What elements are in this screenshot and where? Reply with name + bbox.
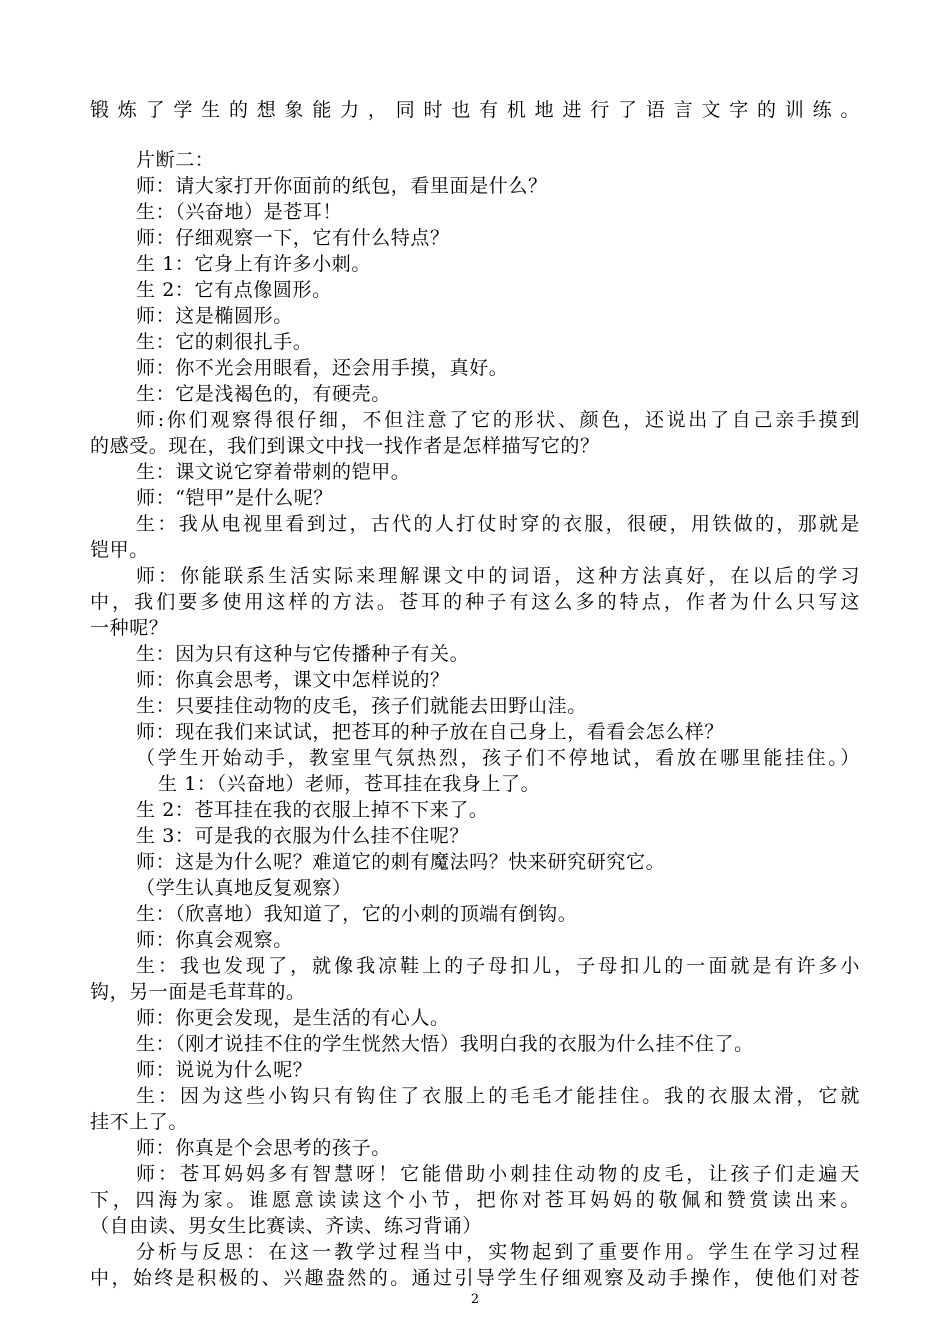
dialogue-line-continued: 挂不上了。 — [90, 1111, 189, 1133]
dialogue-line: 师：你更会发现，是生活的有心人。 — [136, 1007, 450, 1029]
analysis-line: 分析与反思：在这一教学过程当中，实物起到了重要作用。学生在学习过程 — [136, 1241, 860, 1263]
dialogue-line: 生：它的刺很扎手。 — [136, 331, 313, 353]
dialogue-line: 生 2：它有点像圆形。 — [136, 279, 332, 301]
dialogue-line-continued: 铠甲。 — [90, 539, 149, 561]
dialogue-line: 师：请大家打开你面前的纸包，看里面是什么？ — [136, 175, 548, 197]
dialogue-line-continued: 中，我们要多使用这样的方法。苍耳的种子有这么多的特点，作者为什么只写这 — [90, 591, 860, 613]
dialogue-line: 生 1：（兴奋地）老师，苍耳挂在我身上了。 — [158, 773, 541, 795]
dialogue-line: 师：你不光会用眼看，还会用手摸，真好。 — [136, 357, 509, 379]
dialogue-line: 生：我也发现了，就像我凉鞋上的子母扣儿，子母扣儿的一面就是有许多小 — [136, 955, 860, 977]
dialogue-line: 生 3：可是我的衣服为什么挂不住呢？ — [136, 825, 469, 847]
page-number: 2 — [470, 1292, 480, 1307]
dialogue-line: 师：你真会思考，课文中怎样说的？ — [136, 669, 450, 691]
dialogue-line: 师：你真会观察。 — [136, 929, 293, 951]
dialogue-line: 师：这是为什么呢？难道它的刺有魔法吗？快来研究研究它。 — [136, 851, 666, 873]
dialogue-line: 生 1：它身上有许多小刺。 — [136, 253, 371, 275]
dialogue-line: 师：你真是个会思考的孩子。 — [136, 1137, 391, 1159]
stage-direction: （学生认真地反复观察） — [136, 877, 352, 899]
dialogue-line: 生：（欣喜地）我知道了，它的小刺的顶端有倒钩。 — [136, 903, 578, 925]
dialogue-line: 师：“铠甲”是什么呢？ — [136, 487, 334, 509]
dialogue-line-continued: 下，四海为家。谁愿意读读这个小节，把你对苍耳妈妈的敬佩和赞赏读出来。 — [90, 1189, 860, 1211]
dialogue-line: 生：只要挂住动物的皮毛，孩子们就能去田野山洼。 — [136, 695, 587, 717]
dialogue-line-continued: 钩，另一面是毛茸茸的。 — [90, 981, 306, 1003]
dialogue-line: 生：（兴奋地）是苍耳！ — [136, 201, 343, 223]
dialogue-line: 生：课文说它穿着带刺的铠甲。 — [136, 461, 411, 483]
dialogue-line: 师:你们观察得很仔细，不但注意了它的形状、颜色，还说出了自己亲手摸到 — [136, 409, 860, 431]
dialogue-line: 师：说说为什么呢？ — [136, 1059, 313, 1081]
text-line: 锻炼了学生的想象能力，同时也有机地进行了语言文字的训练。 — [90, 99, 860, 121]
stage-direction: （学生开始动手，教室里气氛热烈，孩子们不停地试，看放在哪里能挂住。） — [136, 747, 860, 769]
dialogue-line: 生：它是浅褐色的，有硬壳。 — [136, 383, 391, 405]
dialogue-line: 生：（刚才说挂不住的学生恍然大悟）我明白我的衣服为什么挂不住了。 — [136, 1033, 754, 1055]
dialogue-line: 师：你能联系生活实际来理解课文中的词语，这种方法真好，在以后的学习 — [136, 565, 860, 587]
dialogue-line: 生 2：苍耳挂在我的衣服上掉不下来了。 — [136, 799, 489, 821]
section-heading: 片断二： — [136, 149, 215, 171]
dialogue-line: 生：我从电视里看到过，古代的人打仗时穿的衣服，很硬，用铁做的，那就是 — [136, 513, 860, 535]
dialogue-line: 师：现在我们来试试，把苍耳的种子放在自己身上，看看会怎么样？ — [136, 721, 725, 743]
dialogue-line: 师：这是椭圆形。 — [136, 305, 293, 327]
analysis-line-continued: 中，始终是积极的、兴趣盎然的。通过引导学生仔细观察及动手操作，使他们对苍 — [90, 1267, 860, 1289]
dialogue-line-continued: 的感受。现在，我们到课文中找一找作者是怎样描写它的？ — [90, 435, 600, 457]
dialogue-line: 生：因为只有这种与它传播种子有关。 — [136, 643, 470, 665]
stage-direction: （自由读、男女生比赛读、齐读、练习背诵） — [90, 1215, 483, 1237]
dialogue-line: 师：仔细观察一下，它有什么特点？ — [136, 227, 450, 249]
dialogue-line-continued: 一种呢？ — [90, 617, 169, 639]
dialogue-line: 生：因为这些小钩只有钩住了衣服上的毛毛才能挂住。我的衣服太滑，它就 — [136, 1085, 860, 1107]
dialogue-line: 师：苍耳妈妈多有智慧呀！它能借助小刺挂住动物的皮毛，让孩子们走遍天 — [136, 1163, 860, 1185]
